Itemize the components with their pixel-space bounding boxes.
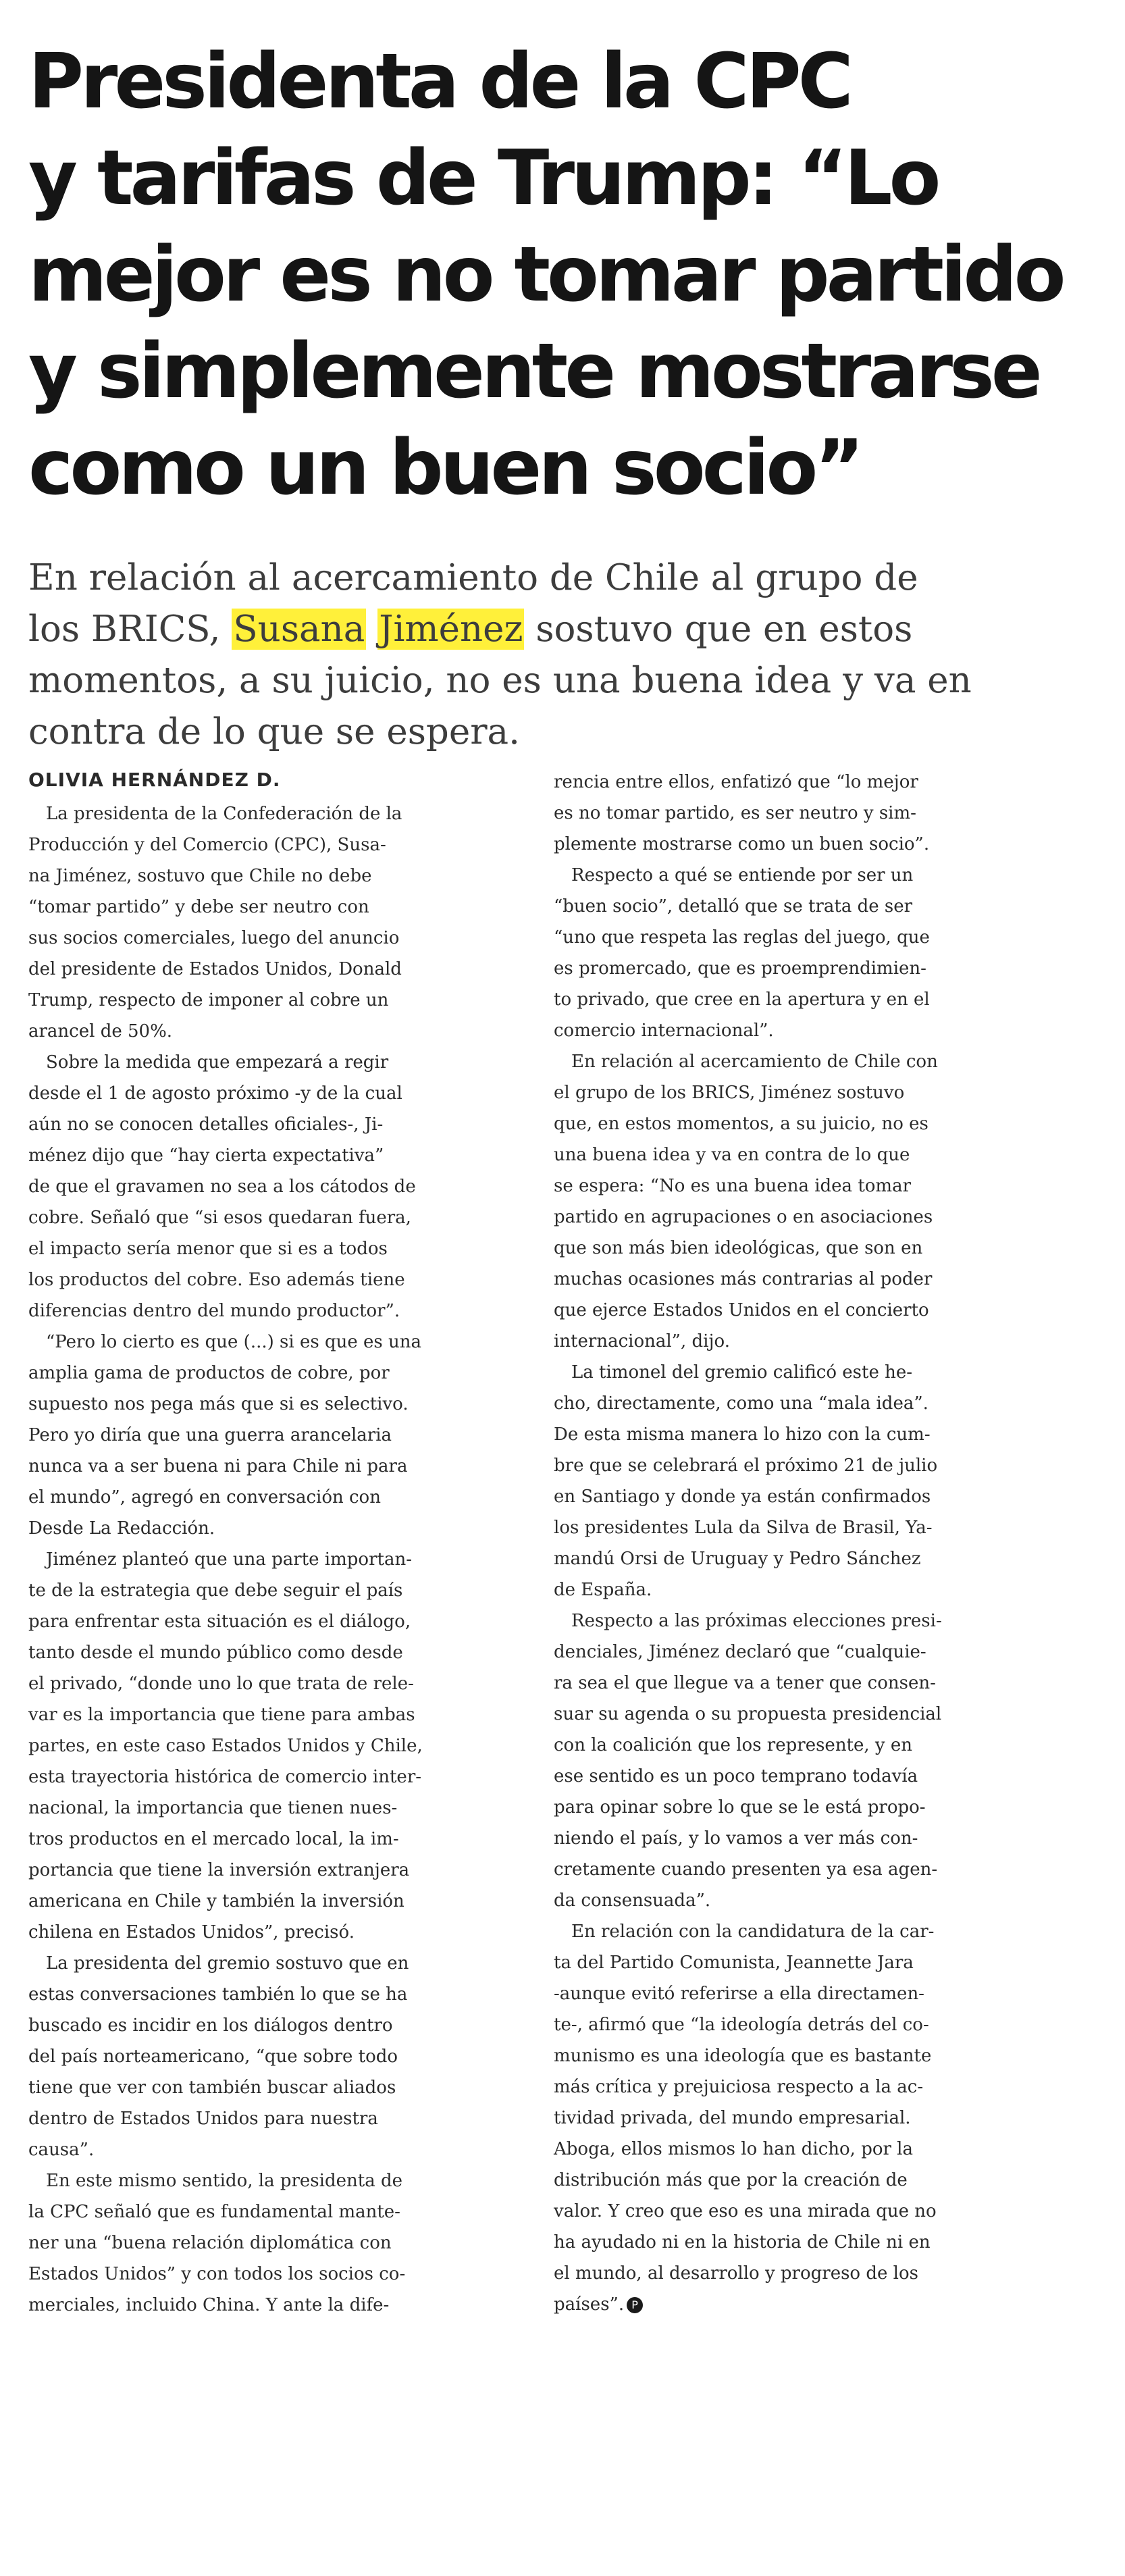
headline-line: mejor es no tomar partido xyxy=(28,231,1063,319)
article-line xyxy=(28,1326,515,1358)
article-line xyxy=(554,829,1040,860)
article-text: en Santiago y donde ya están confirmados xyxy=(554,1487,931,1507)
article-line xyxy=(554,2227,1040,2258)
article-line xyxy=(554,2196,1040,2227)
article-text: niendo el país, y lo vamos a ver más con- xyxy=(554,1828,918,1849)
article-line xyxy=(28,1699,515,1730)
article-line xyxy=(554,1916,1040,1947)
article-text: to privado, que cree en la apertura y en el xyxy=(554,989,930,1010)
article-line xyxy=(554,2071,1040,2103)
article-line xyxy=(554,1947,1040,1978)
article-text: dentro de Estados Unidos para nuestra xyxy=(28,2109,378,2129)
article-line xyxy=(28,1824,515,1855)
article-text: la CPC señaló que es fundamental mante- xyxy=(28,2202,400,2222)
article-line xyxy=(28,1855,515,1886)
article-line xyxy=(28,860,515,892)
article-line xyxy=(28,1389,515,1420)
article-text: La timonel del gremio calificó este he- xyxy=(571,1362,913,1383)
article-line xyxy=(28,1575,515,1606)
article-line xyxy=(28,829,515,860)
article-line xyxy=(28,954,515,985)
article-line xyxy=(28,1140,515,1171)
article-line xyxy=(554,2134,1040,2165)
deck-line: En relación al acercamiento de Chile al grupo de xyxy=(28,557,918,598)
article-text: una buena idea y va en contra de lo que xyxy=(554,1145,910,1165)
article-text: valor. Y creo que eso es una mirada que no xyxy=(554,2201,937,2221)
article-line xyxy=(28,1016,515,1047)
article-text: Jiménez planteó que una parte importan- xyxy=(46,1549,412,1570)
article-line xyxy=(554,1668,1040,1699)
article-text: nacional, la importancia que tienen nues- xyxy=(28,1798,398,1818)
article-line xyxy=(28,1761,515,1793)
headline-line: y tarifas de Trump: “Lo xyxy=(28,134,938,222)
article-line xyxy=(554,2258,1040,2289)
article-line xyxy=(554,1077,1040,1108)
article-text: se espera: “No es una buena idea tomar xyxy=(554,1176,912,1196)
article-line xyxy=(554,2165,1040,2196)
article-line xyxy=(554,984,1040,1015)
article-text: desde el 1 de agosto próximo -y de la cual xyxy=(28,1083,402,1104)
right-column xyxy=(554,767,1040,2320)
article-text: tros productos en el mercado local, la im- xyxy=(28,1829,399,1849)
article-text: suar su agenda o su propuesta presidencial xyxy=(554,1704,942,1724)
article-text: esta trayectoria histórica de comercio inter- xyxy=(28,1767,422,1787)
article-line xyxy=(28,2259,515,2290)
article-line xyxy=(554,1357,1040,1388)
article-line xyxy=(554,1139,1040,1170)
article-text: “uno que respeta las reglas del juego, que xyxy=(554,927,930,948)
article-text: sus socios comerciales, luego del anuncio xyxy=(28,928,400,948)
article-line xyxy=(554,1419,1040,1450)
article-line xyxy=(554,1295,1040,1326)
article-line xyxy=(28,2227,515,2259)
article-text: denciales, Jiménez declaró que “cualquie- xyxy=(554,1642,926,1662)
article-text: La presidenta de la Confederación de la xyxy=(46,804,402,824)
article-text: partes, en este caso Estados Unidos y Chile, xyxy=(28,1736,423,1756)
article-text: ese sentido es un poco temprano todavía xyxy=(554,1766,918,1786)
article-line xyxy=(28,1793,515,1824)
article-text: ra sea el que llegue va a tener que consen- xyxy=(554,1673,936,1693)
article-line xyxy=(554,767,1040,798)
article-line xyxy=(28,1171,515,1202)
article-text: En relación con la candidatura de la car- xyxy=(571,1922,935,1942)
article-text: buscado es incidir en los diálogos dentro xyxy=(28,2015,393,2036)
article-text: ta del Partido Comunista, Jeannette Jara xyxy=(554,1953,914,1973)
article-line xyxy=(554,1574,1040,1605)
article-text: rencia entre ellos, enfatizó que “lo mejor xyxy=(554,772,918,792)
article-line xyxy=(28,1109,515,1140)
left-column xyxy=(28,798,515,2321)
article-line xyxy=(28,1482,515,1513)
article-line xyxy=(554,1015,1040,1046)
article-text: “tomar partido” y debe ser neutro con xyxy=(28,897,369,917)
article-text: merciales, incluido China. Y ante la dife- xyxy=(28,2295,390,2315)
article-line xyxy=(28,1420,515,1451)
article-text: el privado, “donde uno lo que trata de rele- xyxy=(28,1674,414,1694)
article-line xyxy=(554,1699,1040,1730)
article-line xyxy=(28,2134,515,2165)
article-text: Respecto a qué se entiende por ser un xyxy=(571,865,914,885)
article-text: el grupo de los BRICS, Jiménez sostuvo xyxy=(554,1083,905,1103)
article-text: los productos del cobre. Eso además tiene xyxy=(28,1270,405,1290)
article-line xyxy=(28,1886,515,1917)
article-line xyxy=(554,1450,1040,1481)
article-text: los presidentes Lula da Silva de Brasil, Ya- xyxy=(554,1518,933,1538)
article-text: nunca va a ser buena ni para Chile ni para xyxy=(28,1456,408,1476)
article-line xyxy=(554,1481,1040,1512)
article-line xyxy=(28,1451,515,1482)
article-line xyxy=(28,985,515,1016)
article-text: partido en agrupaciones o en asociaciones xyxy=(554,1207,933,1227)
deck-line: momentos, a su juicio, no es una buena idea y va en xyxy=(28,660,972,701)
article-text: te-, afirmó que “la ideología detrás del co- xyxy=(554,2015,929,2035)
article-text: amplia gama de productos de cobre, por xyxy=(28,1363,390,1383)
article-text: Pero yo diría que una guerra arancelaria xyxy=(28,1425,392,1445)
article-text: el mundo”, agregó en conversación con xyxy=(28,1487,381,1508)
article-text: La presidenta del gremio sostuvo que en xyxy=(46,1953,409,1974)
article-line xyxy=(554,1854,1040,1885)
article-text: Aboga, ellos mismos lo han dicho, por la xyxy=(554,2139,913,2159)
article-text: es no tomar partido, es ser neutro y sim- xyxy=(554,803,916,823)
article-line xyxy=(554,1170,1040,1202)
article-text: tanto desde el mundo público como desde xyxy=(28,1643,403,1663)
article-line xyxy=(28,2010,515,2041)
article-line xyxy=(28,1730,515,1761)
article-text: comercio internacional”. xyxy=(554,1021,774,1041)
article-line xyxy=(554,1108,1040,1139)
article-text: muchas ocasiones más contrarias al poder xyxy=(554,1269,933,1289)
article-text: Producción y del Comercio (CPC), Susa- xyxy=(28,835,386,855)
article-line xyxy=(554,1823,1040,1854)
article-line xyxy=(28,1917,515,1948)
article-line xyxy=(28,798,515,829)
article-line xyxy=(554,1978,1040,2009)
article-text: ner una “buena relación diplomática con xyxy=(28,2233,392,2253)
article-text: distribución más que por la creación de xyxy=(554,2170,908,2190)
article-text: supuesto nos pega más que si es selectivo. xyxy=(28,1394,409,1414)
article-line xyxy=(28,1637,515,1668)
article-line xyxy=(554,1233,1040,1264)
article-line xyxy=(554,1730,1040,1761)
article-line xyxy=(28,1233,515,1264)
article-line xyxy=(554,860,1040,891)
article-line xyxy=(554,1792,1040,1823)
article-line xyxy=(554,798,1040,829)
article-text: bre que se celebrará el próximo 21 de julio xyxy=(554,1456,938,1476)
article-text: para enfrentar esta situación es el diálogo, xyxy=(28,1612,411,1632)
article-line xyxy=(554,1326,1040,1357)
article-line xyxy=(28,1078,515,1109)
deck xyxy=(28,552,1095,758)
article-text: más crítica y prejuiciosa respecto a la ac- xyxy=(554,2077,924,2097)
deck-space xyxy=(366,609,377,650)
article-line xyxy=(554,922,1040,953)
article-line xyxy=(28,1047,515,1078)
article-line xyxy=(554,1605,1040,1637)
article-text: te de la estrategia que debe seguir el país xyxy=(28,1580,403,1601)
article-text: -aunque evitó referirse a ella directamen- xyxy=(554,1984,924,2004)
article-text: “buen socio”, detalló que se trata de ser xyxy=(554,896,913,917)
article-line xyxy=(554,1512,1040,1543)
deck-text: los BRICS, xyxy=(28,609,232,650)
article-line xyxy=(554,1637,1040,1668)
article-line xyxy=(28,1295,515,1326)
article-text: da consensuada”. xyxy=(554,1890,711,1911)
article-text: cho, directamente, como una “mala idea”. xyxy=(554,1393,928,1414)
article-line xyxy=(28,1606,515,1637)
article-text: na Jiménez, sostuvo que Chile no debe xyxy=(28,866,372,886)
article-line xyxy=(28,1513,515,1544)
article-text: De esta misma manera lo hizo con la cum- xyxy=(554,1424,931,1445)
article-line xyxy=(554,2289,1040,2320)
deck-text: sostuvo que en estos xyxy=(524,609,913,650)
article-line xyxy=(28,2196,515,2227)
highlighted-name: Susana xyxy=(233,609,365,650)
article-text: americana en Chile y también la inversión xyxy=(28,1891,404,1911)
article-line xyxy=(28,2072,515,2103)
article-line xyxy=(28,2103,515,2134)
article-text: Sobre la medida que empezará a regir xyxy=(46,1052,389,1073)
article-line xyxy=(28,1948,515,1979)
article-line xyxy=(28,1202,515,1233)
article-text: Respecto a las próximas elecciones presi- xyxy=(571,1611,942,1631)
article-text: países”. xyxy=(554,2294,625,2315)
article-line xyxy=(28,1979,515,2010)
article-line xyxy=(554,1543,1040,1574)
article-line xyxy=(554,1264,1040,1295)
article-text: cobre. Señaló que “si esos quedaran fuera, xyxy=(28,1208,411,1228)
article-line xyxy=(28,892,515,923)
article-text: cretamente cuando presenten ya esa agen- xyxy=(554,1859,938,1880)
article-line xyxy=(28,2041,515,2072)
article-line xyxy=(554,1761,1040,1792)
article-text: tiene que ver con también buscar aliados xyxy=(28,2078,396,2098)
article-text: Trump, respecto de imponer al cobre un xyxy=(28,990,389,1010)
article-text: Desde La Redacción. xyxy=(28,1518,215,1539)
headline-line: como un buen socio” xyxy=(28,424,861,512)
article-text: ménez dijo que “hay cierta expectativa” xyxy=(28,1145,384,1166)
article-line xyxy=(554,2009,1040,2040)
highlighted-surname: Jiménez xyxy=(379,609,523,650)
article-text: que, en estos momentos, a su juicio, no es xyxy=(554,1114,928,1134)
article-line xyxy=(554,1202,1040,1233)
article-text: chilena en Estados Unidos”, precisó. xyxy=(28,1922,355,1942)
article-text: el impacto sería menor que si es a todos xyxy=(28,1239,388,1259)
article-text: Estados Unidos” y con todos los socios co- xyxy=(28,2264,406,2284)
article-text: estas conversaciones también lo que se ha xyxy=(28,1984,408,2005)
byline: OLIVIA HERNÁNDEZ D. xyxy=(28,769,281,791)
article-text: tividad privada, del mundo empresarial. xyxy=(554,2108,911,2128)
article-line xyxy=(28,1668,515,1699)
article-line xyxy=(28,2165,515,2196)
article-text: arancel de 50%. xyxy=(28,1021,173,1041)
article-text: que son más bien ideológicas, que son en xyxy=(554,1238,923,1258)
article-text: plemente mostrarse como un buen socio”. xyxy=(554,834,930,854)
article-text: diferencias dentro del mundo productor”. xyxy=(28,1301,400,1321)
article-line xyxy=(28,2290,515,2321)
article-line xyxy=(554,1388,1040,1419)
article-text: del presidente de Estados Unidos, Donald xyxy=(28,959,402,979)
article-text: aún no se conocen detalles oficiales-, Ji- xyxy=(28,1114,384,1135)
article-line xyxy=(28,1544,515,1575)
article-line xyxy=(554,1885,1040,1916)
article-line xyxy=(28,1264,515,1295)
article-text: con la coalición que los represente, y en xyxy=(554,1735,913,1755)
headline xyxy=(28,34,1082,517)
article-line xyxy=(554,2103,1040,2134)
article-text: es promercado, que es proemprendimien- xyxy=(554,958,926,979)
article-line xyxy=(28,1358,515,1389)
article-text: ha ayudado ni en la historia de Chile ni en xyxy=(554,2232,931,2252)
headline-line: y simplemente mostrarse xyxy=(28,328,1039,415)
deck-line xyxy=(28,604,1095,655)
article-text: “Pero lo cierto es que (...) si es que es una xyxy=(46,1332,421,1352)
article-text: En este mismo sentido, la presidenta de xyxy=(46,2171,402,2191)
article-text: mandú Orsi de Uruguay y Pedro Sánchez xyxy=(554,1549,921,1569)
deck-line: contra de lo que se espera. xyxy=(28,711,520,752)
article-line xyxy=(28,923,515,954)
article-line xyxy=(554,1046,1040,1077)
article-line xyxy=(554,953,1040,984)
article-text: de España. xyxy=(554,1580,652,1600)
article-text: el mundo, al desarrollo y progreso de los xyxy=(554,2263,918,2284)
article-text: munismo es una ideología que es bastante xyxy=(554,2046,932,2066)
article-text: portancia que tiene la inversión extranjera xyxy=(28,1860,410,1880)
end-mark-icon: P xyxy=(627,2297,643,2313)
headline-line: Presidenta de la CPC xyxy=(28,38,850,126)
article-text: causa”. xyxy=(28,2140,95,2160)
article-text: del país norteamericano, “que sobre todo xyxy=(28,2046,398,2067)
article-text: que ejerce Estados Unidos en el concierto xyxy=(554,1300,929,1320)
article-text: var es la importancia que tiene para ambas xyxy=(28,1705,415,1725)
article-line xyxy=(554,891,1040,922)
article-text: de que el gravamen no sea a los cátodos de xyxy=(28,1177,416,1197)
article-text: internacional”, dijo. xyxy=(554,1331,730,1351)
article-text: En relación al acercamiento de Chile con xyxy=(571,1052,938,1072)
article-line xyxy=(554,2040,1040,2071)
article-text: para opinar sobre lo que se le está propo- xyxy=(554,1797,926,1818)
